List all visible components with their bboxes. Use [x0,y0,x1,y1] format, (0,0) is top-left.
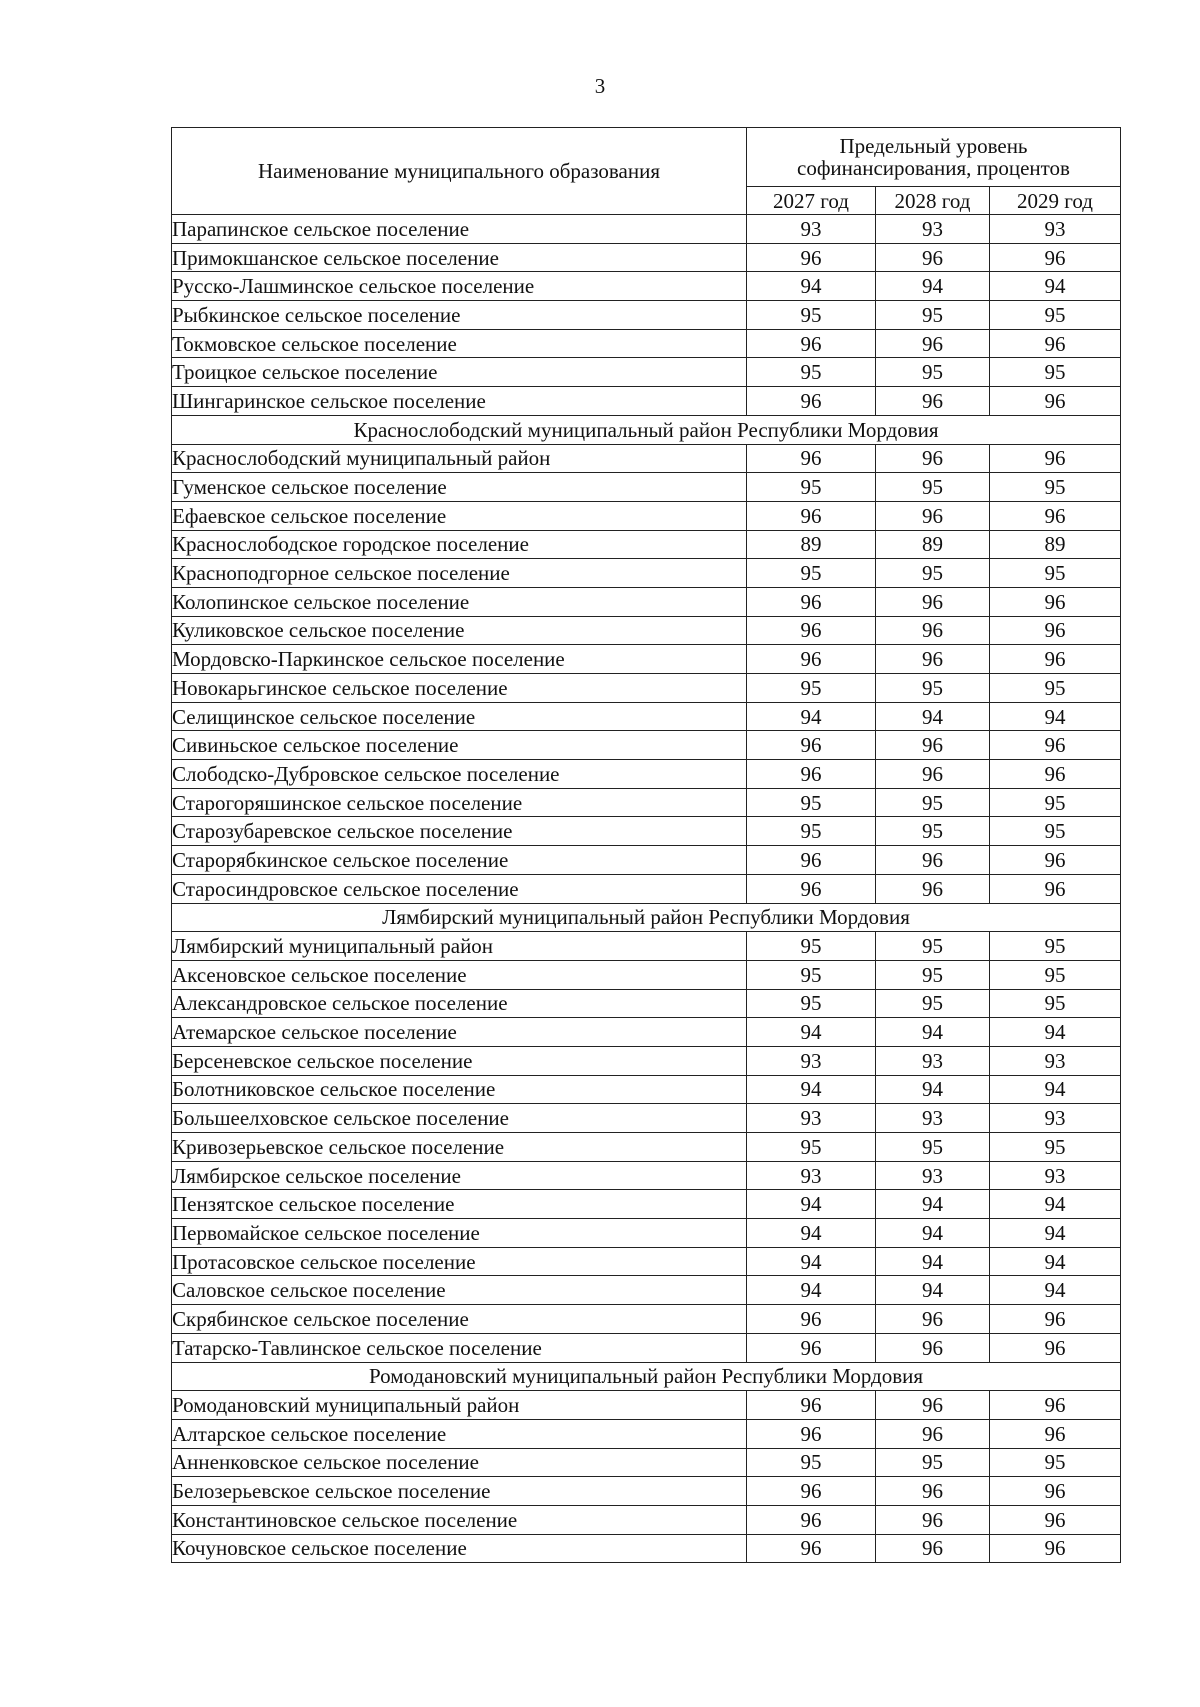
district-name: Краснослободский муниципальный район Республики Мордовия [172,415,1121,444]
value-2027: 96 [747,501,876,530]
district-header-row [172,903,1121,932]
value-2028: 95 [876,358,990,387]
value-2027: 95 [747,473,876,502]
table-row [172,1075,1121,1104]
table-row [172,960,1121,989]
value-2029: 96 [990,1477,1121,1506]
value-2027: 96 [747,760,876,789]
value-2029: 94 [990,1190,1121,1219]
header-year-2029: 2029 год [990,187,1121,215]
value-2028: 94 [876,1190,990,1219]
cofinancing-table [171,127,1121,1563]
table-row [172,1133,1121,1162]
municipality-name: Шингаринское сельское поселение [172,387,747,416]
table-row [172,243,1121,272]
municipality-name: Парапинское сельское поселение [172,215,747,244]
value-2028: 95 [876,932,990,961]
district-name: Ромодановский муниципальный район Республики Мордовия [172,1362,1121,1391]
municipality-name: Лямбирский муниципальный район [172,932,747,961]
value-2029: 96 [990,1419,1121,1448]
value-2029: 96 [990,587,1121,616]
value-2028: 96 [876,1505,990,1534]
value-2029: 95 [990,932,1121,961]
table-row [172,1018,1121,1047]
value-2027: 95 [747,674,876,703]
municipality-name: Протасовское сельское поселение [172,1247,747,1276]
value-2027: 95 [747,301,876,330]
value-2027: 95 [747,788,876,817]
value-2027: 96 [747,387,876,416]
value-2028: 95 [876,788,990,817]
value-2029: 93 [990,1161,1121,1190]
municipality-name: Большеелховское сельское поселение [172,1104,747,1133]
district-header-row [172,1362,1121,1391]
value-2029: 95 [990,1133,1121,1162]
value-2028: 96 [876,243,990,272]
value-2027: 96 [747,1477,876,1506]
table-row [172,989,1121,1018]
page-number: 3 [594,74,606,98]
table-row [172,530,1121,559]
value-2029: 94 [990,1276,1121,1305]
municipality-name: Гуменское сельское поселение [172,473,747,502]
value-2027: 96 [747,616,876,645]
value-2027: 94 [747,1190,876,1219]
value-2027: 95 [747,1448,876,1477]
value-2028: 96 [876,587,990,616]
table-row [172,1391,1121,1420]
value-2029: 95 [990,817,1121,846]
municipality-name: Ефаевское сельское поселение [172,501,747,530]
value-2028: 93 [876,215,990,244]
value-2027: 96 [747,1391,876,1420]
value-2029: 95 [990,1448,1121,1477]
municipality-name: Татарско-Тавлинское сельское поселение [172,1333,747,1362]
value-2029: 95 [990,473,1121,502]
value-2028: 94 [876,702,990,731]
value-2029: 94 [990,272,1121,301]
table-row [172,272,1121,301]
value-2029: 96 [990,501,1121,530]
municipality-name: Пензятское сельское поселение [172,1190,747,1219]
value-2029: 96 [990,243,1121,272]
value-2028: 95 [876,473,990,502]
value-2027: 96 [747,329,876,358]
value-2029: 95 [990,960,1121,989]
value-2028: 96 [876,1305,990,1334]
value-2029: 96 [990,874,1121,903]
municipality-name: Александровское сельское поселение [172,989,747,1018]
value-2027: 95 [747,989,876,1018]
table-row [172,1505,1121,1534]
value-2027: 94 [747,1018,876,1047]
municipality-name: Болотниковское сельское поселение [172,1075,747,1104]
value-2029: 96 [990,387,1121,416]
table-row [172,444,1121,473]
municipality-name: Куликовское сельское поселение [172,616,747,645]
value-2029: 96 [990,1391,1121,1420]
value-2027: 89 [747,530,876,559]
table-row [172,1276,1121,1305]
value-2028: 93 [876,1104,990,1133]
value-2027: 95 [747,960,876,989]
value-2028: 95 [876,989,990,1018]
table-body [172,215,1121,1563]
value-2028: 89 [876,530,990,559]
table-row [172,215,1121,244]
district-header-row [172,415,1121,444]
value-2027: 96 [747,645,876,674]
table-row [172,358,1121,387]
table-header [172,128,1121,215]
value-2029: 96 [990,760,1121,789]
value-2027: 94 [747,1219,876,1248]
header-group-line-2: софинансирования, процентов [797,156,1070,180]
table-row [172,1104,1121,1133]
value-2028: 96 [876,616,990,645]
value-2027: 93 [747,215,876,244]
value-2029: 96 [990,1534,1121,1563]
header-year-2028: 2028 год [876,187,990,215]
value-2028: 96 [876,760,990,789]
municipality-name: Алтарское сельское поселение [172,1419,747,1448]
value-2028: 96 [876,731,990,760]
value-2029: 96 [990,329,1121,358]
municipality-name: Колопинское сельское поселение [172,587,747,616]
table-row [172,1448,1121,1477]
value-2029: 93 [990,1046,1121,1075]
value-2029: 93 [990,1104,1121,1133]
header-name-column: Наименование муниципального образования [172,128,747,215]
value-2027: 95 [747,1133,876,1162]
value-2028: 96 [876,874,990,903]
value-2029: 96 [990,645,1121,674]
municipality-name: Белозерьевское сельское поселение [172,1477,747,1506]
value-2028: 94 [876,272,990,301]
value-2027: 96 [747,1419,876,1448]
value-2028: 94 [876,1075,990,1104]
table-row [172,846,1121,875]
municipality-name: Первомайское сельское поселение [172,1219,747,1248]
municipality-name: Новокарьгинское сельское поселение [172,674,747,703]
value-2027: 94 [747,1247,876,1276]
table-row [172,1219,1121,1248]
municipality-name: Старосиндровское сельское поселение [172,874,747,903]
table-row [172,501,1121,530]
table-row [172,702,1121,731]
table-row [172,1477,1121,1506]
value-2028: 95 [876,559,990,588]
municipality-name: Сивиньское сельское поселение [172,731,747,760]
value-2028: 96 [876,387,990,416]
value-2027: 95 [747,932,876,961]
municipality-name: Токмовское сельское поселение [172,329,747,358]
value-2029: 95 [990,358,1121,387]
table-row [172,731,1121,760]
value-2027: 96 [747,846,876,875]
municipality-name: Константиновское сельское поселение [172,1505,747,1534]
value-2028: 96 [876,501,990,530]
value-2029: 96 [990,616,1121,645]
value-2029: 95 [990,559,1121,588]
value-2029: 95 [990,301,1121,330]
value-2027: 94 [747,1276,876,1305]
table-row [172,387,1121,416]
value-2029: 94 [990,1219,1121,1248]
value-2028: 95 [876,301,990,330]
value-2027: 96 [747,1505,876,1534]
table-row [172,674,1121,703]
value-2029: 89 [990,530,1121,559]
value-2028: 96 [876,1477,990,1506]
value-2028: 95 [876,1133,990,1162]
value-2027: 96 [747,1333,876,1362]
value-2027: 93 [747,1104,876,1133]
value-2029: 96 [990,731,1121,760]
value-2029: 94 [990,1018,1121,1047]
table-row [172,1046,1121,1075]
value-2027: 96 [747,444,876,473]
value-2027: 95 [747,817,876,846]
municipality-name: Берсеневское сельское поселение [172,1046,747,1075]
table-row [172,817,1121,846]
value-2027: 96 [747,874,876,903]
municipality-name: Старорябкинское сельское поселение [172,846,747,875]
value-2028: 95 [876,1448,990,1477]
table-row [172,1333,1121,1362]
table-row [172,645,1121,674]
value-2027: 96 [747,1305,876,1334]
table-row [172,1247,1121,1276]
municipality-name: Лямбирское сельское поселение [172,1161,747,1190]
municipality-name: Скрябинское сельское поселение [172,1305,747,1334]
value-2028: 94 [876,1276,990,1305]
value-2028: 95 [876,674,990,703]
value-2028: 96 [876,444,990,473]
table-row [172,1161,1121,1190]
value-2028: 96 [876,846,990,875]
municipality-name: Аксеновское сельское поселение [172,960,747,989]
table-row [172,473,1121,502]
municipality-name: Примокшанское сельское поселение [172,243,747,272]
municipality-name: Мордовско-Паркинское сельское поселение [172,645,747,674]
municipality-name: Кривозерьевское сельское поселение [172,1133,747,1162]
value-2028: 94 [876,1219,990,1248]
municipality-name: Саловское сельское поселение [172,1276,747,1305]
table-row [172,874,1121,903]
value-2029: 96 [990,1505,1121,1534]
value-2027: 96 [747,731,876,760]
value-2029: 94 [990,1075,1121,1104]
table-row [172,329,1121,358]
municipality-name: Селищинское сельское поселение [172,702,747,731]
municipality-name: Красноподгорное сельское поселение [172,559,747,588]
value-2027: 94 [747,272,876,301]
header-cofinancing-group [747,128,1121,187]
municipality-name: Троицкое сельское поселение [172,358,747,387]
municipality-name: Атемарское сельское поселение [172,1018,747,1047]
value-2029: 95 [990,788,1121,817]
municipality-name: Краснослободский муниципальный район [172,444,747,473]
value-2028: 96 [876,1333,990,1362]
value-2028: 94 [876,1018,990,1047]
value-2027: 96 [747,1534,876,1563]
value-2027: 95 [747,358,876,387]
table-row [172,587,1121,616]
value-2027: 93 [747,1046,876,1075]
value-2029: 94 [990,1247,1121,1276]
value-2028: 96 [876,1534,990,1563]
value-2027: 96 [747,243,876,272]
value-2027: 94 [747,702,876,731]
value-2027: 93 [747,1161,876,1190]
municipality-name: Кочуновское сельское поселение [172,1534,747,1563]
value-2028: 96 [876,329,990,358]
value-2027: 94 [747,1075,876,1104]
municipality-name: Русско-Лашминское сельское поселение [172,272,747,301]
table-row [172,559,1121,588]
municipality-name: Анненковское сельское поселение [172,1448,747,1477]
district-name: Лямбирский муниципальный район Республики Мордовия [172,903,1121,932]
value-2029: 93 [990,215,1121,244]
value-2028: 93 [876,1161,990,1190]
table-row [172,616,1121,645]
table-row [172,1190,1121,1219]
header-group-line-1: Предельный уровень [839,134,1028,158]
table-row [172,1534,1121,1563]
value-2029: 96 [990,1305,1121,1334]
municipality-name: Краснослободское городское поселение [172,530,747,559]
value-2029: 95 [990,674,1121,703]
value-2029: 96 [990,1333,1121,1362]
table-row [172,1305,1121,1334]
municipality-name: Ромодановский муниципальный район [172,1391,747,1420]
table-row [172,788,1121,817]
municipality-name: Рыбкинское сельское поселение [172,301,747,330]
value-2028: 93 [876,1046,990,1075]
value-2029: 95 [990,989,1121,1018]
value-2028: 96 [876,645,990,674]
table-row [172,932,1121,961]
value-2028: 96 [876,1391,990,1420]
header-year-2027: 2027 год [747,187,876,215]
value-2028: 95 [876,817,990,846]
value-2029: 96 [990,444,1121,473]
municipality-name: Старогоряшинское сельское поселение [172,788,747,817]
value-2028: 95 [876,960,990,989]
municipality-name: Старозубаревское сельское поселение [172,817,747,846]
value-2029: 94 [990,702,1121,731]
table-row [172,301,1121,330]
value-2028: 94 [876,1247,990,1276]
value-2027: 95 [747,559,876,588]
municipality-name: Слободско-Дубровское сельское поселение [172,760,747,789]
value-2027: 96 [747,587,876,616]
value-2029: 96 [990,846,1121,875]
table-row [172,1419,1121,1448]
value-2028: 96 [876,1419,990,1448]
table-row [172,760,1121,789]
